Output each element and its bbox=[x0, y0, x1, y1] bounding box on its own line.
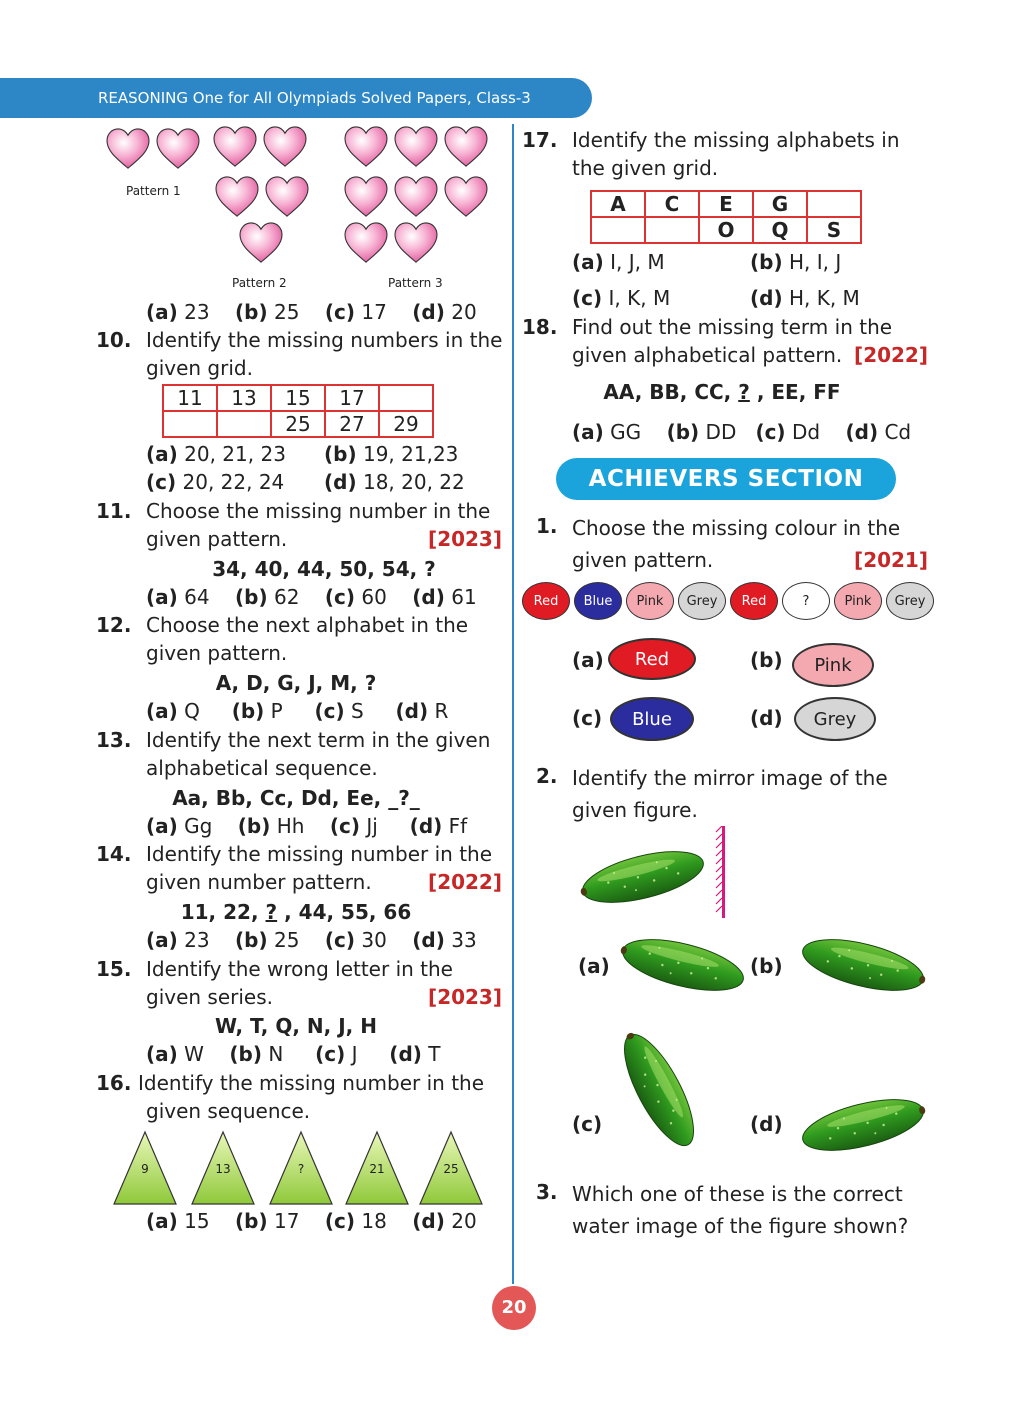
colour-chip: Grey bbox=[886, 582, 934, 620]
colour-chip: ? bbox=[782, 582, 830, 620]
header-banner bbox=[0, 78, 592, 118]
triangle-item bbox=[190, 1130, 256, 1206]
question-line: given pattern. [2021] bbox=[572, 544, 928, 576]
q11-series: 34, 40, 44, 50, 54, ? bbox=[212, 557, 436, 581]
option-letter: (d) bbox=[750, 706, 783, 730]
option-text: 18 bbox=[361, 1209, 387, 1233]
mirror-icon bbox=[714, 826, 730, 918]
option-letter: (d) bbox=[395, 699, 429, 723]
q13-number: 13. bbox=[96, 728, 132, 752]
option-letter: (a) bbox=[146, 585, 178, 609]
option-letter: (a) bbox=[146, 1209, 178, 1233]
question-line: Find out the missing term in the bbox=[572, 315, 893, 339]
grid-cell: G bbox=[753, 191, 807, 217]
option-text: 23 bbox=[184, 928, 210, 952]
option-letter: (a) bbox=[146, 699, 178, 723]
a1-option-b[interactable]: Pink bbox=[792, 643, 874, 687]
triangle-label: 21 bbox=[369, 1162, 385, 1176]
question-line: given figure. bbox=[572, 798, 698, 822]
option-letter: (b) bbox=[750, 954, 783, 978]
option-text: Cd bbox=[884, 420, 912, 444]
q10-text bbox=[146, 326, 502, 382]
heart-icon bbox=[443, 126, 489, 168]
option-letter: (c) bbox=[755, 420, 786, 444]
q17-number: 17. bbox=[522, 128, 558, 152]
year-badge: [2021] bbox=[854, 548, 928, 572]
grid-cell: 25 bbox=[271, 411, 325, 437]
option-letter: (d) bbox=[412, 585, 445, 609]
q10-option-c bbox=[146, 468, 284, 496]
grid-cell bbox=[379, 385, 433, 411]
question-line: Identify the missing alphabets in bbox=[572, 128, 900, 152]
option-text: DD bbox=[705, 420, 737, 444]
option-text: Ff bbox=[448, 814, 468, 838]
q17-option-a bbox=[572, 248, 665, 276]
question-line: Identify the missing numbers in the bbox=[146, 328, 503, 352]
option-text: GG bbox=[610, 420, 642, 444]
q12-series: A, D, G, J, M, ? bbox=[215, 671, 377, 695]
heart-icon bbox=[393, 222, 439, 264]
option-letter: (d) bbox=[412, 928, 445, 952]
question-line: Identify the wrong letter in the bbox=[146, 957, 453, 981]
year-badge: [2023] bbox=[428, 527, 502, 551]
a1-colour-pattern bbox=[522, 582, 932, 620]
option-text: Gg bbox=[184, 814, 213, 838]
q14-number: 14. bbox=[96, 842, 132, 866]
option-text: 20 bbox=[451, 300, 477, 324]
option-letter: (b) bbox=[666, 420, 700, 444]
q16-number: 16. bbox=[96, 1071, 132, 1095]
question-line: given grid. bbox=[146, 356, 253, 380]
q10-number: 10. bbox=[96, 328, 132, 352]
option-letter: (a) bbox=[146, 442, 178, 466]
option-text: 17 bbox=[274, 1209, 300, 1233]
q14-options bbox=[146, 926, 477, 954]
option-letter: (b) bbox=[229, 1042, 262, 1066]
triangle-item bbox=[418, 1130, 484, 1206]
option-text: 15 bbox=[184, 1209, 210, 1233]
grid-row bbox=[591, 217, 861, 243]
q17-option-b bbox=[750, 248, 841, 276]
q18-text bbox=[572, 313, 928, 369]
option-letter: (b) bbox=[235, 1209, 268, 1233]
column-divider bbox=[512, 124, 514, 1284]
option-text: 20, 21, 23 bbox=[184, 442, 286, 466]
cucumber-option-b[interactable] bbox=[798, 930, 928, 1000]
option-letter: (a) bbox=[146, 1042, 178, 1066]
colour-chip: Red bbox=[522, 582, 570, 620]
option-letter: (a) bbox=[146, 928, 178, 952]
q18-number: 18. bbox=[522, 315, 558, 339]
option-text: I, K, M bbox=[608, 286, 671, 310]
option-letter: (d) bbox=[845, 420, 879, 444]
q14-text bbox=[146, 840, 502, 896]
triangle-label: 9 bbox=[141, 1162, 149, 1176]
triangle-label: ? bbox=[297, 1162, 305, 1176]
option-text: 23 bbox=[184, 300, 210, 324]
option-text: H, I, J bbox=[788, 250, 842, 274]
colour-chip: Blue bbox=[574, 582, 622, 620]
a1-option-c[interactable]: Blue bbox=[610, 697, 694, 741]
option-letter: (d) bbox=[750, 1112, 783, 1136]
grid-cell: 13 bbox=[217, 385, 271, 411]
question-line: Identify the mirror image of the bbox=[572, 766, 888, 790]
grid-row bbox=[163, 385, 433, 411]
heart-icon bbox=[393, 126, 439, 168]
option-letter: (c) bbox=[324, 585, 356, 609]
q17-option-c bbox=[572, 284, 670, 312]
q10-option-a bbox=[146, 440, 286, 468]
triangle-label: 25 bbox=[443, 1162, 459, 1176]
option-letter: (c) bbox=[324, 928, 356, 952]
colour-chip: Pink bbox=[626, 582, 674, 620]
option-text: 64 bbox=[184, 585, 210, 609]
option-letter: (d) bbox=[412, 300, 445, 324]
option-text: S bbox=[351, 699, 364, 723]
grid-cell bbox=[645, 217, 699, 243]
q12-options bbox=[146, 697, 448, 725]
q13-series: Aa, Bb, Cc, Dd, Ee, _?_ bbox=[172, 786, 420, 810]
option-letter: (b) bbox=[750, 250, 783, 274]
q15-options bbox=[146, 1040, 440, 1068]
option-letter: (a) bbox=[578, 954, 610, 978]
pattern-3-label: Pattern 3 bbox=[388, 276, 443, 290]
question-line: Choose the missing number in the bbox=[146, 499, 491, 523]
triangle-label: 13 bbox=[215, 1162, 231, 1176]
question-line: given sequence. bbox=[146, 1099, 311, 1123]
question-line: given series. [2023] bbox=[146, 985, 502, 1009]
option-text: J bbox=[351, 1042, 358, 1066]
option-letter: (b) bbox=[237, 814, 271, 838]
option-letter: (b) bbox=[231, 699, 265, 723]
option-letter: (c) bbox=[572, 1112, 603, 1136]
option-text: 30 bbox=[361, 928, 387, 952]
option-text: 18, 20, 22 bbox=[362, 470, 465, 494]
a2-number: 2. bbox=[536, 764, 558, 788]
option-text: Hh bbox=[276, 814, 305, 838]
heart-patterns bbox=[100, 126, 500, 296]
question-line: the given grid. bbox=[572, 156, 719, 180]
triangle-item bbox=[268, 1130, 334, 1206]
question-line: alphabetical sequence. bbox=[146, 756, 378, 780]
heart-icon bbox=[262, 126, 308, 168]
q12-number: 12. bbox=[96, 613, 132, 637]
option-letter: (c) bbox=[324, 1209, 356, 1233]
option-text: 17 bbox=[361, 300, 387, 324]
a1-option-d[interactable]: Grey bbox=[794, 697, 876, 741]
option-letter: (c) bbox=[314, 699, 345, 723]
option-letter: (c) bbox=[315, 1042, 346, 1066]
q14-series: 11, 22, ? , 44, 55, 66 bbox=[180, 900, 412, 924]
header-title: REASONING One for All Olympiads Solved Papers, Class-3 bbox=[98, 89, 531, 107]
q11-options bbox=[146, 583, 477, 611]
q15-series: W, T, Q, N, J, H bbox=[215, 1014, 377, 1038]
option-letter: (b) bbox=[235, 585, 268, 609]
grid-cell: 29 bbox=[379, 411, 433, 437]
option-letter: (d) bbox=[389, 1042, 422, 1066]
cucumber-option-d[interactable] bbox=[798, 1090, 928, 1160]
q11-text bbox=[146, 497, 502, 553]
grid-cell: 11 bbox=[163, 385, 217, 411]
question-line: given number pattern. [2022] bbox=[146, 870, 502, 894]
grid-cell bbox=[807, 191, 861, 217]
option-text: T bbox=[428, 1042, 441, 1066]
option-letter: (a) bbox=[146, 300, 178, 324]
q10-option-b bbox=[324, 440, 458, 468]
heart-icon bbox=[155, 128, 201, 170]
q12-text bbox=[146, 611, 468, 667]
question-line: Identify the missing number in the bbox=[138, 1071, 485, 1095]
grid-cell bbox=[163, 411, 217, 437]
a1-text bbox=[572, 512, 928, 576]
option-letter: (c) bbox=[329, 814, 361, 838]
question-line: Choose the next alphabet in the bbox=[146, 613, 469, 637]
colour-chip: Red bbox=[730, 582, 778, 620]
option-text: 33 bbox=[451, 928, 477, 952]
q10-option-d bbox=[324, 468, 465, 496]
heart-icon bbox=[443, 176, 489, 218]
q11-number: 11. bbox=[96, 499, 132, 523]
question-line: Identify the next term in the given bbox=[146, 728, 491, 752]
a3-text bbox=[572, 1178, 908, 1242]
q9-options bbox=[146, 298, 477, 326]
a2-text bbox=[572, 762, 888, 826]
q16-options bbox=[146, 1207, 477, 1235]
option-text: N bbox=[268, 1042, 284, 1066]
option-letter: (b) bbox=[324, 442, 357, 466]
grid-row bbox=[591, 191, 861, 217]
grid-cell bbox=[217, 411, 271, 437]
grid-cell: 17 bbox=[325, 385, 379, 411]
grid-cell bbox=[591, 217, 645, 243]
option-text: R bbox=[434, 699, 449, 723]
q15-text bbox=[146, 955, 502, 1011]
heart-icon bbox=[214, 176, 260, 218]
year-badge: [2022] bbox=[428, 870, 502, 894]
a3-number: 3. bbox=[536, 1180, 558, 1204]
option-text: 20 bbox=[451, 1209, 477, 1233]
question-line: water image of the figure shown? bbox=[572, 1214, 909, 1238]
option-text: 25 bbox=[274, 300, 300, 324]
option-text: W bbox=[184, 1042, 204, 1066]
grid-row bbox=[163, 411, 433, 437]
pattern-1-label: Pattern 1 bbox=[126, 184, 181, 198]
cucumber-option-c[interactable] bbox=[604, 1030, 714, 1150]
option-text: 20, 22, 24 bbox=[182, 470, 285, 494]
q13-text bbox=[146, 726, 490, 782]
grid-cell: A bbox=[591, 191, 645, 217]
q10-grid bbox=[162, 384, 434, 438]
a1-number: 1. bbox=[536, 514, 558, 538]
colour-chip: Grey bbox=[678, 582, 726, 620]
question-line: Identify the missing number in the bbox=[146, 842, 493, 866]
q18-options bbox=[572, 418, 911, 446]
heart-icon bbox=[343, 176, 389, 218]
grid-cell: O bbox=[699, 217, 753, 243]
heart-icon bbox=[264, 176, 310, 218]
heart-icon bbox=[238, 222, 284, 264]
grid-cell: C bbox=[645, 191, 699, 217]
option-text: 61 bbox=[451, 585, 477, 609]
grid-cell: 27 bbox=[325, 411, 379, 437]
colour-chip: Pink bbox=[834, 582, 882, 620]
option-text: 25 bbox=[274, 928, 300, 952]
q13-options bbox=[146, 812, 467, 840]
achievers-section-heading: ACHIEVERS SECTION bbox=[556, 458, 896, 500]
option-text: Dd bbox=[791, 420, 821, 444]
heart-icon bbox=[212, 126, 258, 168]
option-letter: (b) bbox=[235, 928, 268, 952]
q16-triangles bbox=[112, 1130, 492, 1210]
option-text: 19, 21,23 bbox=[362, 442, 459, 466]
option-letter: (d) bbox=[412, 1209, 445, 1233]
heart-icon bbox=[343, 222, 389, 264]
grid-cell: Q bbox=[753, 217, 807, 243]
option-text: 60 bbox=[361, 585, 387, 609]
pattern-2-label: Pattern 2 bbox=[232, 276, 287, 290]
option-letter: (c) bbox=[324, 300, 356, 324]
cucumber-figure bbox=[578, 842, 708, 912]
page-number: 20 bbox=[492, 1286, 536, 1330]
triangle-item bbox=[344, 1130, 410, 1206]
a1-option-a[interactable]: Red bbox=[608, 638, 696, 680]
option-letter: (c) bbox=[572, 286, 603, 310]
option-text: H, K, M bbox=[788, 286, 860, 310]
grid-cell: E bbox=[699, 191, 753, 217]
question-line: given pattern. [2023] bbox=[146, 527, 502, 551]
question-line: Choose the missing colour in the bbox=[572, 516, 901, 540]
option-letter: (a) bbox=[146, 814, 178, 838]
option-letter: (b) bbox=[750, 648, 783, 672]
option-text: Jj bbox=[366, 814, 378, 838]
cucumber-option-a[interactable] bbox=[618, 930, 748, 1000]
q18-series: AA, BB, CC, ? , EE, FF bbox=[603, 380, 841, 404]
question-line: given alphabetical pattern. [2022] bbox=[572, 343, 928, 367]
option-letter: (c) bbox=[572, 706, 603, 730]
option-letter: (b) bbox=[235, 300, 268, 324]
option-letter: (a) bbox=[572, 648, 604, 672]
q15-number: 15. bbox=[96, 957, 132, 981]
question-line: Which one of these is the correct bbox=[572, 1182, 903, 1206]
grid-cell: 15 bbox=[271, 385, 325, 411]
triangle-item bbox=[112, 1130, 178, 1206]
heart-icon bbox=[343, 126, 389, 168]
option-text: I, J, M bbox=[610, 250, 665, 274]
question-line: given pattern. bbox=[146, 641, 288, 665]
option-letter: (a) bbox=[572, 420, 604, 444]
year-badge: [2022] bbox=[854, 343, 928, 367]
year-badge: [2023] bbox=[428, 985, 502, 1009]
option-text: 62 bbox=[274, 585, 300, 609]
option-text: P bbox=[270, 699, 283, 723]
option-letter: (c) bbox=[146, 470, 177, 494]
grid-cell: S bbox=[807, 217, 861, 243]
heart-icon bbox=[393, 176, 439, 218]
heart-icon bbox=[105, 128, 151, 170]
q16-text bbox=[138, 1069, 484, 1125]
q17-text bbox=[572, 126, 900, 182]
option-letter: (d) bbox=[750, 286, 783, 310]
q17-option-d bbox=[750, 284, 860, 312]
option-text: Q bbox=[184, 699, 200, 723]
option-letter: (d) bbox=[409, 814, 443, 838]
option-letter: (a) bbox=[572, 250, 604, 274]
q17-grid bbox=[590, 190, 862, 244]
option-letter: (d) bbox=[324, 470, 357, 494]
